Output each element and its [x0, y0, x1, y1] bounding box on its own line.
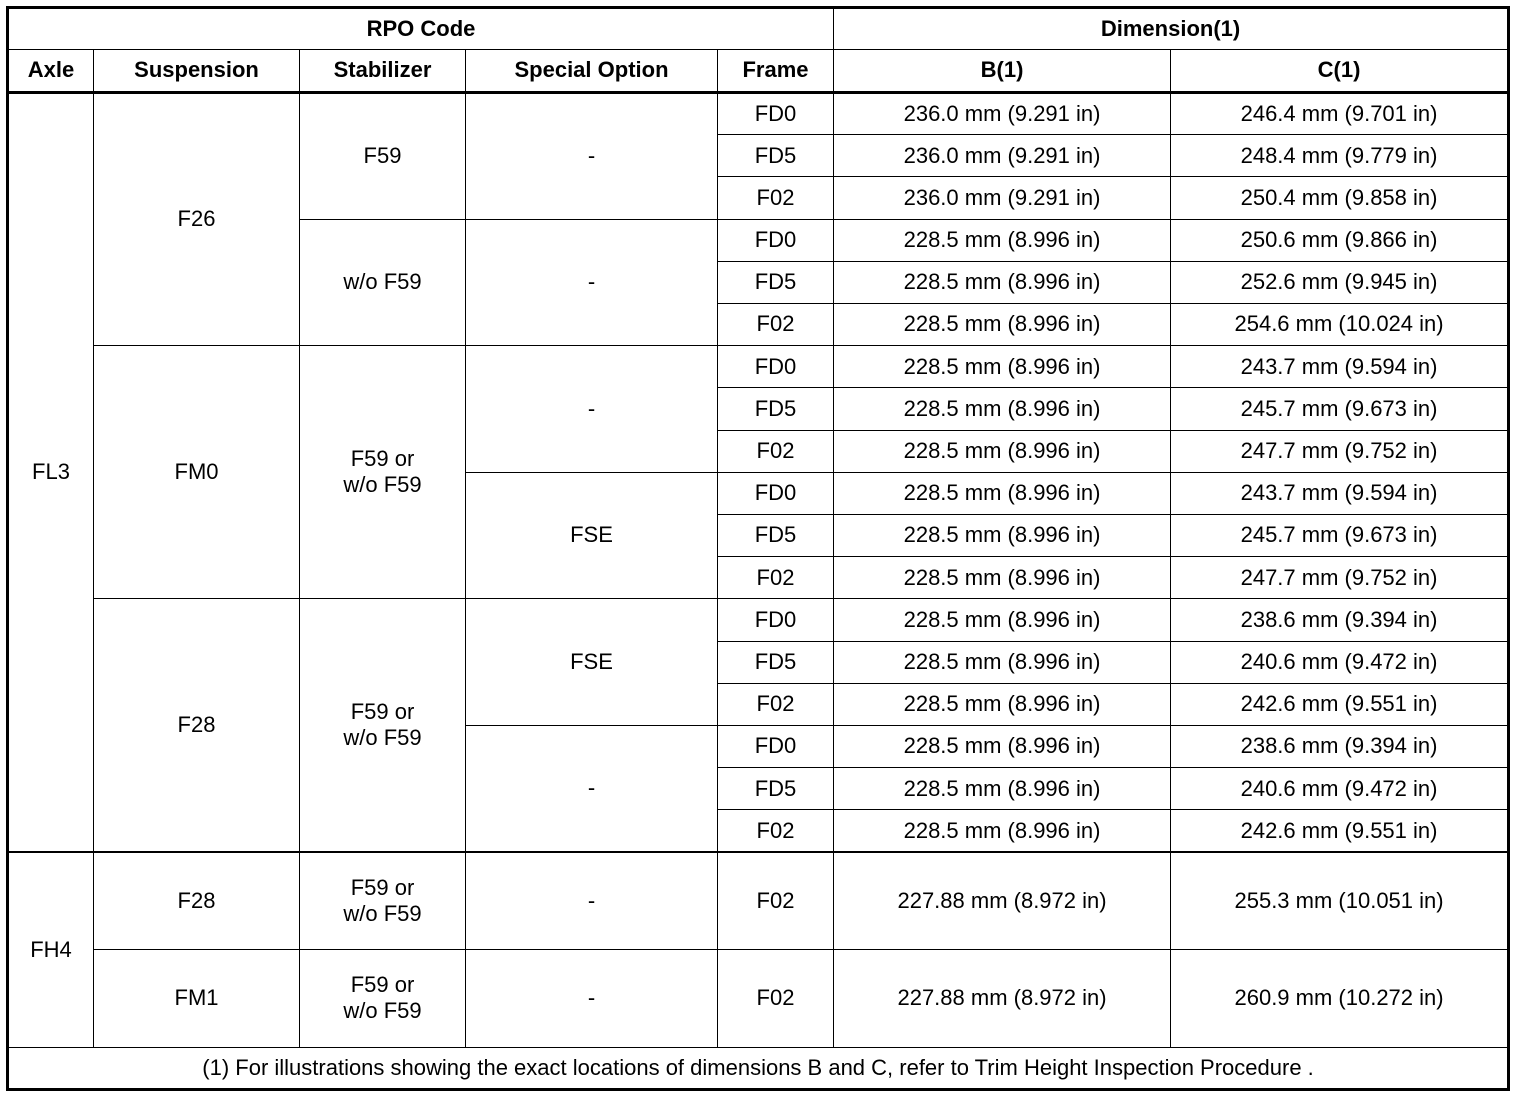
dimension-b-cell: 228.5 mm (8.996 in) — [834, 430, 1171, 472]
stabilizer-cell — [300, 852, 466, 949]
stabilizer-cell — [300, 950, 466, 1047]
dimension-b-cell: 236.0 mm (9.291 in) — [834, 177, 1171, 219]
dimension-b-cell: 228.5 mm (8.996 in) — [834, 515, 1171, 557]
dimension-b-cell: 236.0 mm (9.291 in) — [834, 93, 1171, 135]
table-row — [8, 950, 1509, 1047]
dimension-b-cell: 227.88 mm (8.972 in) — [834, 950, 1171, 1047]
axle-header: Axle — [8, 50, 94, 93]
frame-cell: FD5 — [718, 515, 834, 557]
dimension-c-cell: 254.6 mm (10.024 in) — [1171, 304, 1509, 346]
axle-cell: FL3 — [8, 93, 94, 853]
stabilizer-cell — [300, 599, 466, 852]
dimension-c-cell: 240.6 mm (9.472 in) — [1171, 768, 1509, 810]
frame-cell: FD5 — [718, 135, 834, 177]
suspension-header: Suspension — [94, 50, 300, 93]
special-option-cell: - — [466, 219, 718, 346]
dimension-b-cell: 228.5 mm (8.996 in) — [834, 810, 1171, 852]
dimension-b-cell: 228.5 mm (8.996 in) — [834, 683, 1171, 725]
frame-cell: FD0 — [718, 599, 834, 641]
frame-cell: F02 — [718, 557, 834, 599]
special-option-cell: - — [466, 346, 718, 473]
stabilizer-cell: w/o F59 — [300, 219, 466, 346]
trim-height-table — [6, 6, 1510, 1091]
frame-cell: FD5 — [718, 388, 834, 430]
dimension-b-cell: 236.0 mm (9.291 in) — [834, 135, 1171, 177]
stabilizer-line-2: w/o F59 — [343, 901, 422, 927]
frame-cell: FD5 — [718, 768, 834, 810]
frame-cell: FD0 — [718, 219, 834, 261]
suspension-cell: F26 — [94, 93, 300, 346]
axle-cell: FH4 — [8, 852, 94, 1047]
dimension-c-cell: 248.4 mm (9.779 in) — [1171, 135, 1509, 177]
stabilizer-line-2: w/o F59 — [343, 998, 422, 1024]
stabilizer-line-1: F59 or — [350, 445, 415, 471]
dimension-c-cell: 245.7 mm (9.673 in) — [1171, 515, 1509, 557]
dimension-b-cell: 228.5 mm (8.996 in) — [834, 726, 1171, 768]
frame-cell: FD0 — [718, 93, 834, 135]
footnote: (1) For illustrations showing the exact locations of dimensions B and C, refer to Trim Height Inspection Procedure . — [8, 1047, 1509, 1089]
dimension-c-cell: 247.7 mm (9.752 in) — [1171, 430, 1509, 472]
table-row — [8, 852, 1509, 949]
dimension-b-header: B(1) — [834, 50, 1171, 93]
suspension-cell: FM0 — [94, 346, 300, 599]
table-row — [8, 93, 1509, 135]
frame-cell: F02 — [718, 430, 834, 472]
header-row-columns — [8, 50, 1509, 93]
stabilizer-line-1: F59 or — [350, 698, 415, 724]
special-option-cell: FSE — [466, 599, 718, 726]
suspension-cell: F28 — [94, 599, 300, 852]
dimension-header: Dimension(1) — [834, 8, 1509, 50]
dimension-b-cell: 228.5 mm (8.996 in) — [834, 346, 1171, 388]
dimension-c-cell: 252.6 mm (9.945 in) — [1171, 261, 1509, 303]
dimension-b-cell: 228.5 mm (8.996 in) — [834, 388, 1171, 430]
dimension-c-cell: 242.6 mm (9.551 in) — [1171, 683, 1509, 725]
dimension-b-cell: 228.5 mm (8.996 in) — [834, 304, 1171, 346]
dimension-c-cell: 250.6 mm (9.866 in) — [1171, 219, 1509, 261]
special-option-cell: - — [466, 726, 718, 853]
frame-cell: F02 — [718, 852, 834, 949]
dimension-c-cell: 238.6 mm (9.394 in) — [1171, 599, 1509, 641]
special-option-cell: - — [466, 950, 718, 1047]
dimension-b-cell: 228.5 mm (8.996 in) — [834, 261, 1171, 303]
suspension-cell: F28 — [94, 852, 300, 949]
dimension-b-cell: 228.5 mm (8.996 in) — [834, 472, 1171, 514]
dimension-b-cell: 228.5 mm (8.996 in) — [834, 219, 1171, 261]
dimension-c-cell: 242.6 mm (9.551 in) — [1171, 810, 1509, 852]
dimension-b-cell: 228.5 mm (8.996 in) — [834, 768, 1171, 810]
frame-cell: FD5 — [718, 261, 834, 303]
table-row — [8, 599, 1509, 641]
dimension-c-cell: 255.3 mm (10.051 in) — [1171, 852, 1509, 949]
stabilizer-line-1: F59 or — [350, 874, 415, 900]
dimension-c-cell: 240.6 mm (9.472 in) — [1171, 641, 1509, 683]
stabilizer-line-2: w/o F59 — [343, 472, 422, 498]
frame-cell: FD0 — [718, 472, 834, 514]
frame-cell: FD0 — [718, 726, 834, 768]
dimension-b-cell: 228.5 mm (8.996 in) — [834, 641, 1171, 683]
rpo-code-header: RPO Code — [8, 8, 834, 50]
dimension-c-cell: 250.4 mm (9.858 in) — [1171, 177, 1509, 219]
dimension-c-cell: 243.7 mm (9.594 in) — [1171, 346, 1509, 388]
suspension-cell: FM1 — [94, 950, 300, 1047]
dimension-c-header: C(1) — [1171, 50, 1509, 93]
header-row-group — [8, 8, 1509, 50]
frame-header: Frame — [718, 50, 834, 93]
dimension-b-cell: 227.88 mm (8.972 in) — [834, 852, 1171, 949]
stabilizer-line-1: F59 or — [350, 971, 415, 997]
dimension-b-cell: 228.5 mm (8.996 in) — [834, 599, 1171, 641]
frame-cell: F02 — [718, 810, 834, 852]
stabilizer-cell — [300, 346, 466, 599]
footnote-row — [8, 1047, 1509, 1089]
stabilizer-header: Stabilizer — [300, 50, 466, 93]
frame-cell: F02 — [718, 304, 834, 346]
frame-cell: F02 — [718, 177, 834, 219]
dimension-c-cell: 243.7 mm (9.594 in) — [1171, 472, 1509, 514]
dimension-c-cell: 246.4 mm (9.701 in) — [1171, 93, 1509, 135]
special-option-cell: - — [466, 93, 718, 220]
frame-cell: F02 — [718, 950, 834, 1047]
special-option-header: Special Option — [466, 50, 718, 93]
dimension-c-cell: 245.7 mm (9.673 in) — [1171, 388, 1509, 430]
dimension-c-cell: 238.6 mm (9.394 in) — [1171, 726, 1509, 768]
stabilizer-line-2: w/o F59 — [343, 725, 422, 751]
special-option-cell: - — [466, 852, 718, 949]
frame-cell: FD0 — [718, 346, 834, 388]
special-option-cell: FSE — [466, 472, 718, 599]
dimension-b-cell: 228.5 mm (8.996 in) — [834, 557, 1171, 599]
dimension-c-cell: 260.9 mm (10.272 in) — [1171, 950, 1509, 1047]
frame-cell: F02 — [718, 683, 834, 725]
stabilizer-cell: F59 — [300, 93, 466, 220]
frame-cell: FD5 — [718, 641, 834, 683]
dimension-c-cell: 247.7 mm (9.752 in) — [1171, 557, 1509, 599]
table-row — [8, 346, 1509, 388]
